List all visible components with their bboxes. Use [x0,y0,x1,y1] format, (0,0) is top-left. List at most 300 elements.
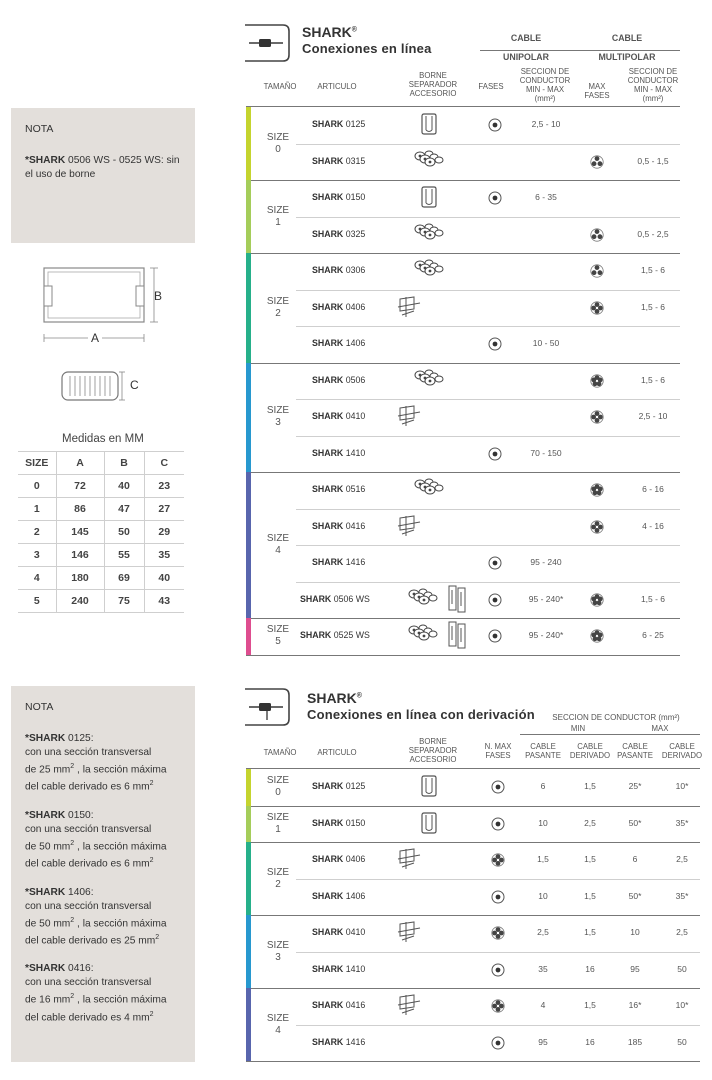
seccion-multi-value: 4 - 16 [642,520,664,531]
dim-label-c: C [130,378,139,392]
measures-header-c: C [144,451,184,474]
row-divider [296,509,680,510]
cell: 146 [56,543,104,566]
size-label [258,205,298,229]
single-phase-icon [488,118,502,132]
multi-phase-4-icon [590,301,604,315]
connector-5-icon [414,478,446,502]
article-number: 0406 [345,854,366,865]
borne-icon [418,113,440,135]
cell: 23 [144,474,184,497]
col-cable-pasante-max: CABLE PASANTE [617,742,653,760]
single-phase-icon [488,191,502,205]
group-divider [246,472,680,473]
group-divider [246,618,680,619]
size-text: SIZE [266,811,290,823]
article-number: 0325 [345,228,366,239]
article-brand: SHARK [312,557,344,568]
nota-line: del cable derivado es 6 mm [25,858,150,870]
cable-pasante-min: 10 [538,890,548,901]
cable-pasante-max: 185 [627,1036,643,1047]
col-cable-pasante-min: CABLE PASANTE [525,742,561,760]
article-code [312,818,365,828]
size-number: 4 [275,1024,281,1036]
cell: 50 [104,520,144,543]
size-color-bar [246,618,251,655]
article-number: 0416 [345,1000,366,1011]
article-code [312,1037,365,1047]
size-number: 2 [275,878,281,890]
cable-pasante-max: 95 [630,963,640,974]
connector-3b-icon [414,259,446,283]
cell: 69 [104,566,144,589]
article-code [312,927,365,937]
single-phase-icon [488,593,502,607]
article-number: 0150 [345,817,366,828]
row-divider [296,436,680,437]
multi-phase-5-icon [590,593,604,607]
size-number: 3 [275,417,281,429]
nota-line: con una sección transversal [25,823,152,835]
single-phase-icon [491,817,505,831]
article-code [312,411,365,421]
seccion-uni-value: 6 - 35 [535,192,557,203]
measures-header-size: SIZE [18,451,56,474]
brand-text: SHARK [307,690,357,706]
measures-title: Medidas en MM [56,428,184,451]
cable-pasante-min: 10 [538,817,548,828]
article-brand: SHARK [312,781,344,792]
size-number: 0 [275,787,281,799]
size-number: 3 [275,951,281,963]
connector-top-view-diagram [40,262,180,344]
connector-3-icon [414,223,446,247]
col-nmax: N. MAX FASES [484,742,512,760]
nota-brand: *SHARK [25,809,66,821]
article-code [300,594,370,604]
cell: 40 [144,566,184,589]
size-label [258,812,298,836]
cable-pasante-min: 1,5 [537,854,549,865]
group-divider [246,180,680,181]
group-uni-label-1: CABLE [510,33,542,43]
article-brand: SHARK [300,630,332,641]
size-number: 4 [275,545,281,556]
seccion-uni-value: 2,5 - 10 [531,119,561,130]
article-code [312,338,365,348]
article-brand: SHARK [312,192,344,203]
cable-pasante-min: 4 [540,1000,546,1011]
measures-table [18,428,184,613]
article-code [312,521,365,531]
group-divider [246,915,700,916]
nota-line: de 50 mm [25,841,71,853]
group-divider [246,1061,700,1062]
size-color-bar [246,842,251,915]
single-phase-icon [491,1036,505,1050]
seccion-divider [520,734,700,735]
seccion-multi-value: 1,5 - 6 [640,374,666,385]
cable-pasante-max: 25* [628,781,642,792]
size-text: SIZE [266,405,290,417]
multi-phase-4-icon [491,999,505,1013]
cable-pasante-max: 50* [628,890,642,901]
nota-box-1 [11,108,195,243]
nota-line: con una sección transversal [25,747,152,758]
separator-icon [394,295,422,319]
article-code [312,302,365,312]
table-row [18,543,184,566]
article-code [312,484,365,494]
cell: 29 [144,520,184,543]
borne-icon [418,812,440,834]
multi-phase-5-icon [590,629,604,643]
article-number: 0525 WS [333,630,370,641]
seccion-uni-value: 95 - 240 [530,557,562,568]
cable-derivado-min: 1,5 [584,927,596,938]
article-brand: SHARK [312,301,344,312]
cell: 3 [18,543,56,566]
seccion-multi-value: 1,5 - 6 [640,301,666,312]
article-number: 0315 [345,155,366,166]
group-uni-label [492,34,560,43]
article-code [312,1000,365,1010]
article-brand: SHARK [312,338,344,349]
cable-pasante-max: 16* [628,1000,642,1011]
row-divider [296,582,680,583]
size-label [258,867,298,891]
article-code [312,557,365,567]
group-multi-label: CABLE [611,33,643,43]
row-divider [296,879,700,880]
table2-subtitle: Conexiones en línea con derivación [307,707,535,722]
size-number: 1 [275,823,281,835]
separator-icon [394,847,422,871]
multi-phase-3-icon [590,264,604,278]
cell: 43 [144,589,184,612]
size-text: SIZE [266,204,290,216]
single-phase-icon [488,337,502,351]
row-divider [296,326,680,327]
table1-subtitle: Conexiones en línea [302,41,432,56]
group-divider [480,50,680,51]
article-number: 0406 [345,301,366,312]
table-row [18,566,184,589]
article-brand: SHARK [312,1036,344,1047]
size-text: SIZE [266,131,290,143]
article-number: 0410 [345,411,366,422]
cable-pasante-min: 95 [538,1036,548,1047]
wire-separator-icon [446,620,468,650]
connector-ws-icon [408,588,440,612]
article-brand: SHARK [312,411,344,422]
multi-phase-5-icon [590,374,604,388]
size-color-bar [246,915,251,988]
article-brand: SHARK [312,1000,344,1011]
single-phase-icon [488,556,502,570]
nota-line: del cable derivado es 6 mm [25,781,150,793]
article-code [312,854,365,864]
cell: 27 [144,497,184,520]
article-number: 1416 [345,557,366,568]
seccion-uni-value: 95 - 240* [528,630,564,641]
article-number: 1410 [345,447,366,458]
col-cable-derivado-max: CABLE DERIVADO [661,742,703,760]
col-seccion-uni: SECCION DE CONDUCTOR MIN - MAX (mm²) [519,67,571,103]
nota-title: NOTA [25,123,54,135]
cell: 86 [56,497,104,520]
article-number: 0410 [345,927,366,938]
nota-line: de 25 mm [25,764,71,776]
size-color-bar [246,363,251,473]
row-divider [296,399,680,400]
article-brand: SHARK [312,374,344,385]
row-divider [296,952,700,953]
size-text: SIZE [266,939,290,951]
shark-connector-logo-icon [243,22,293,64]
wire-separator-icon [446,584,468,614]
col-cable-derivado-min: CABLE DERIVADO [569,742,611,760]
nota-brand: *SHARK [25,733,66,744]
article-brand: SHARK [312,265,344,276]
size-color-bar [246,107,251,180]
nota2-item: *SHARK 0416: con una sección transversal de 16 $mm^2$ , la sección máxima del cable derivado es 4 $mm^2$ [25,963,167,1024]
cell: 2 [18,520,56,543]
article-number: 1406 [345,338,366,349]
cell: 1 [18,497,56,520]
cable-derivado-min: 1,5 [584,1000,596,1011]
cell: 35 [144,543,184,566]
table-row [18,589,184,612]
nota-line: del cable derivado es 4 mm [25,1012,150,1024]
connector-3-icon [414,150,446,174]
article-code [312,448,365,458]
dim-label-a: A [88,331,102,345]
article-number: 0516 [345,484,366,495]
seccion-multi-value: 2,5 - 10 [638,411,668,422]
size-label [258,533,298,557]
connector-ws-icon [408,624,440,648]
size-number: 0 [275,143,281,155]
nota-line: , la sección máxima [74,994,167,1006]
row-divider [296,144,680,145]
article-code [312,964,365,974]
size-color-bar [246,988,251,1061]
group-divider [246,842,700,843]
cell: 180 [56,566,104,589]
header-divider [246,106,680,107]
article-code [312,891,365,901]
nota-line: de 50 mm [25,917,71,929]
seccion-multi-value: 0,5 - 2,5 [637,228,669,239]
group-divider [246,988,700,989]
group-divider [246,363,680,364]
col-articulo: ARTICULO [317,82,357,91]
shark-derivation-logo-icon [243,686,293,728]
table-row [18,474,184,497]
size-label [258,940,298,964]
seccion-title: SECCION DE CONDUCTOR (mm²) [552,713,680,722]
cell: 75 [104,589,144,612]
col-articulo: ARTICULO [317,748,357,757]
cable-pasante-max: 10 [630,927,640,938]
size-number: 5 [275,636,281,648]
seccion-multi-value: 6 - 16 [642,484,664,495]
article-brand: SHARK [312,484,344,495]
cable-derivado-max: 10* [675,1000,689,1011]
size-text: SIZE [266,775,290,787]
size-text: SIZE [266,866,290,878]
table2-brand [307,690,362,706]
cable-derivado-max: 50 [677,963,687,974]
group-multi-label-line2: MULTIPOLAR [598,52,656,62]
seccion-multi-value: 0,5 - 1,5 [637,155,669,166]
size-label [258,775,298,799]
brand-text: SHARK [302,24,352,40]
reg-mark: ® [351,26,357,34]
article-brand: SHARK [312,119,344,130]
article-number: 0306 [345,265,366,276]
article-code [312,375,365,385]
article-brand: SHARK [312,854,344,865]
article-number: 0125 [345,119,366,130]
multi-phase-4-icon [491,926,505,940]
multi-phase-4-icon [491,853,505,867]
article-brand: SHARK [312,927,344,938]
article-number: 0506 [345,374,366,385]
nota-line: , la sección máxima [74,764,167,776]
cable-pasante-min: 6 [540,781,546,792]
seccion-uni-value: 70 - 150 [530,447,562,458]
size-label [258,624,298,648]
seccion-multi-value: 1,5 - 6 [640,593,666,604]
borne-icon [418,775,440,797]
article-code [312,192,365,202]
separator-icon [394,993,422,1017]
col-tamano: TAMAÑO [263,748,297,757]
cable-derivado-min: 2,5 [584,817,596,828]
separator-icon [394,920,422,944]
size-text: SIZE [266,533,290,544]
connector-side-view-diagram [58,368,128,404]
size-color-bar [246,806,251,843]
group-uni-label-line2: UNIPOLAR [503,52,549,62]
cable-pasante-min: 2,5 [537,927,549,938]
nota-line: del cable derivado es 25 mm [25,935,156,947]
single-phase-icon [491,963,505,977]
article-number: 0150 [345,192,366,203]
seccion-uni-value: 95 - 240* [528,593,564,604]
article-code [312,265,365,275]
row-divider [296,545,680,546]
single-phase-icon [491,780,505,794]
size-color-bar [246,180,251,253]
article-code [300,630,370,640]
nota-line: de 16 mm [25,994,71,1006]
nota2-item: *SHARK 0125: con una sección transversal de 25 $mm^2$ , la sección máxima del cable derivado es 6 $mm^2$ [25,733,167,793]
nota-brand: *SHARK [25,963,66,975]
col-seccion-multi: SECCION DE CONDUCTOR MIN - MAX (mm²) [627,67,679,103]
nota-box-2 [11,686,195,1062]
measures-header-a: A [56,451,104,474]
article-brand: SHARK [312,155,344,166]
seccion-uni-value: 10 - 50 [532,338,560,349]
cable-derivado-min: 16 [585,1036,595,1047]
nota2-title: NOTA [25,701,54,713]
multi-phase-5-icon [590,483,604,497]
nota-brand: *SHARK [25,155,66,166]
size-text: SIZE [266,295,290,307]
size-label [258,405,298,429]
article-number: 0506 WS [333,593,370,604]
cable-derivado-max: 50 [677,1036,687,1047]
row-divider [296,217,680,218]
nota-code: 0125: [65,733,94,744]
multi-phase-3-icon [590,155,604,169]
col-fases: FASES [478,82,504,91]
article-brand: SHARK [312,520,344,531]
single-phase-icon [488,629,502,643]
cable-derivado-min: 1,5 [584,781,596,792]
single-phase-icon [488,447,502,461]
reg-mark: ® [356,692,362,700]
cable-derivado-max: 35* [675,890,689,901]
separator-icon [394,514,422,538]
size-number: 1 [275,216,281,228]
cable-derivado-max: 10* [675,781,689,792]
seccion-multi-value: 6 - 25 [642,630,664,641]
article-number: 1406 [345,890,366,901]
cell: 240 [56,589,104,612]
cell: 40 [104,474,144,497]
article-brand: SHARK [312,890,344,901]
cell: 4 [18,566,56,589]
nota-code: 0416: [65,963,94,975]
col-tamano: TAMAÑO [263,82,297,91]
article-brand: SHARK [312,228,344,239]
nota2-item: *SHARK 0150: con una sección transversal de 50 $mm^2$ , la sección máxima del cable derivado es 6 $mm^2$ [25,809,167,870]
nota-code: 0150: [65,809,94,821]
col-borne: BORNE SEPARADOR ACCESORIO [408,71,458,98]
size-color-bar [246,472,251,618]
nota-code: 1406: [65,886,94,898]
nota2-items [25,732,181,1025]
size-label [258,132,298,156]
col-max-fases: MAX FASES [584,82,610,100]
article-code [312,156,365,166]
separator-icon [394,404,422,428]
article-brand: SHARK [312,963,344,974]
borne-icon [418,186,440,208]
cell: 5 [18,589,56,612]
cell: 145 [56,520,104,543]
cable-derivado-min: 1,5 [584,854,596,865]
min-label: MIN [570,724,586,733]
table-row [18,520,184,543]
size-color-bar [246,253,251,363]
multi-phase-4-icon [590,520,604,534]
nota-line: , la sección máxima [74,917,167,929]
group-divider [246,253,680,254]
article-code [312,229,365,239]
cable-derivado-max: 2,5 [676,927,688,938]
cable-derivado-max: 2,5 [676,854,688,865]
size-text: SIZE [266,624,290,636]
group-divider [246,655,680,656]
group-divider [246,806,700,807]
article-code [312,781,365,791]
multi-phase-3-icon [590,228,604,242]
